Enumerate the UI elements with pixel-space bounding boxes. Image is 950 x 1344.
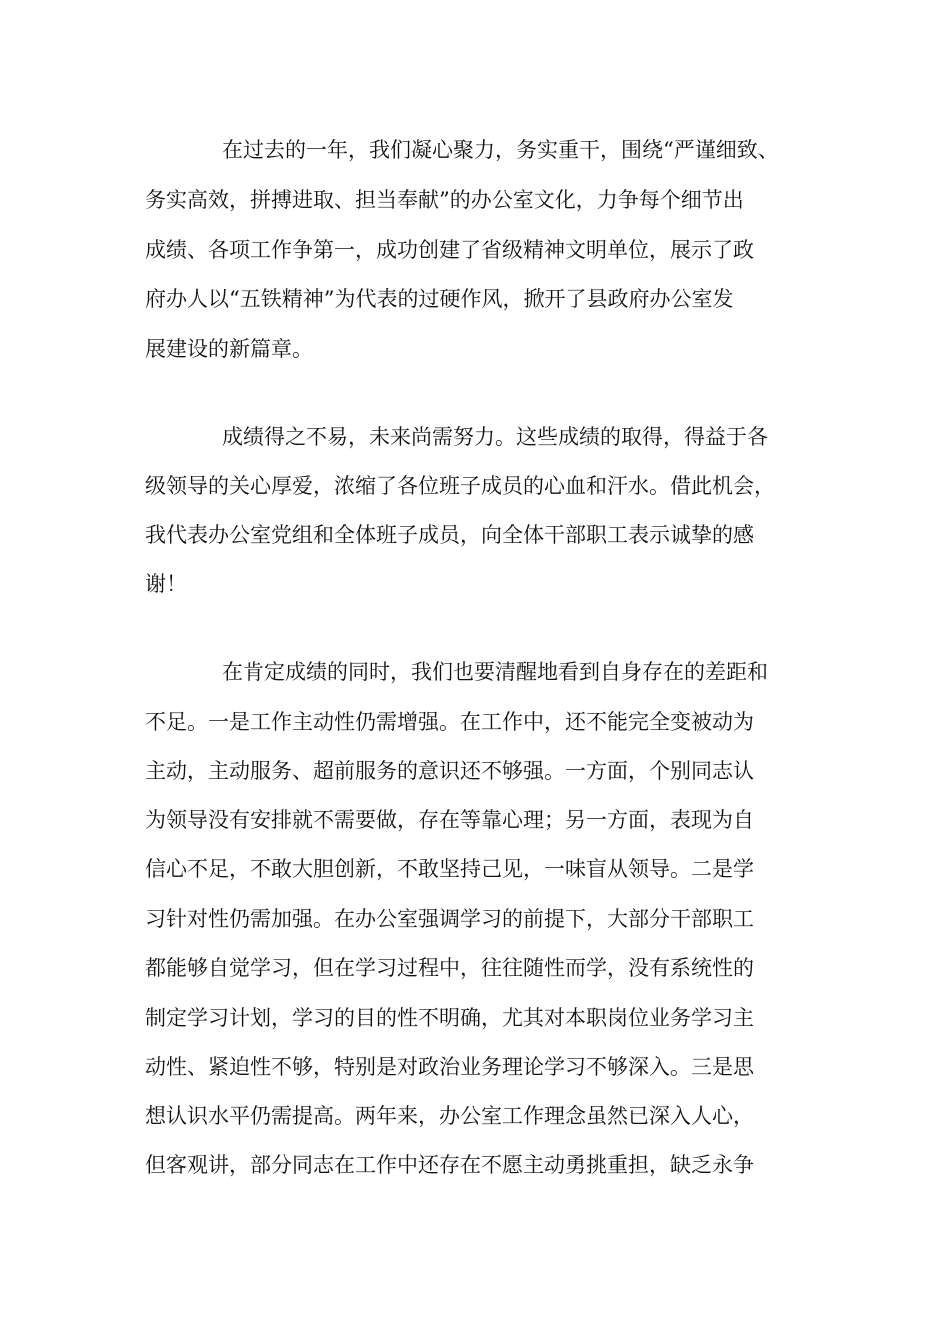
paragraph-3-line-1: 在肯定成绩的同时，我们也要清醒地看到自身存在的差距和 [222, 660, 768, 684]
paragraph-3-line-4: 为领导没有安排就不需要做，存在等靠心理；另一方面，表现为自 [145, 808, 754, 832]
paragraph-3-line-5: 信心不足，不敢大胆创新，不敢坚持己见，一味盲从领导。二是学 [145, 857, 754, 881]
paragraph-3-line-7: 都能够自觉学习，但在学习过程中，往往随性而学，没有系统性的 [145, 956, 754, 980]
paragraph-3-line-9: 动性、紧迫性不够，特别是对政治业务理论学习不够深入。三是思 [145, 1055, 754, 1079]
paragraph-3-line-3: 主动，主动服务、超前服务的意识还不够强。一方面，个别同志认 [145, 759, 754, 783]
paragraph-2-line-4: 谢！ [145, 572, 187, 596]
paragraph-1-line-3: 成绩、各项工作争第一，成功创建了省级精神文明单位，展示了政 [145, 238, 754, 262]
paragraph-2-line-3: 我代表办公室党组和全体班子成员，向全体干部职工表示诚挚的感 [145, 523, 754, 547]
paragraph-1-line-4: 府办人以“五铁精神”为代表的过硬作风，掀开了县政府办公室发 [145, 287, 734, 311]
paragraph-3-line-2: 不足。一是工作主动性仍需增强。在工作中，还不能完全变被动为 [145, 710, 754, 734]
paragraph-3-line-11: 但客观讲，部分同志在工作中还存在不愿主动勇挑重担，缺乏永争 [145, 1153, 754, 1177]
paragraph-1-line-5: 展建设的新篇章。 [145, 337, 313, 361]
paragraph-2-line-1: 成绩得之不易，未来尚需努力。这些成绩的取得，得益于各 [222, 425, 768, 449]
paragraph-1-line-1: 在过去的一年，我们凝心聚力，务实重干，围绕“严谨细致、 [222, 138, 779, 162]
paragraph-3-line-8: 制定学习计划，学习的目的性不明确，尤其对本职岗位业务学习主 [145, 1006, 754, 1030]
paragraph-2-line-2: 级领导的关心厚爱，浓缩了各位班子成员的心血和汗水。借此机会， [145, 474, 775, 498]
paragraph-1-line-2: 务实高效，拼搏进取、担当奉献”的办公室文化，力争每个细节出 [145, 188, 744, 212]
paragraph-3-line-6: 习针对性仍需加强。在办公室强调学习的前提下，大部分干部职工 [145, 907, 754, 931]
paragraph-3-line-10: 想认识水平仍需提高。两年来，办公室工作理念虽然已深入人心， [145, 1104, 754, 1128]
